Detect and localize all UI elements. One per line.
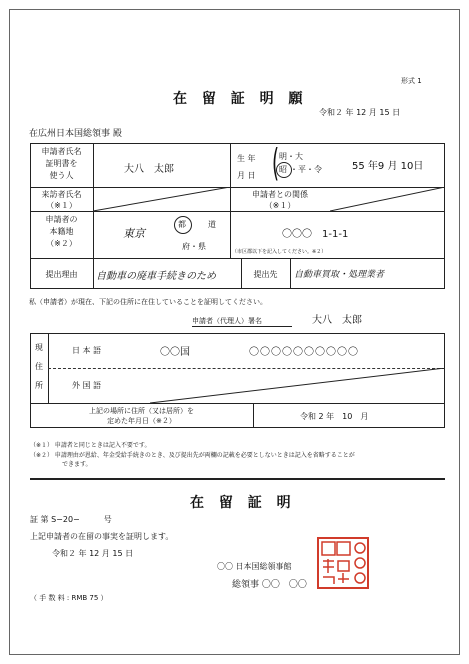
consulate-name: 〇〇 日本国総領事館	[217, 562, 292, 571]
to-label: 都	[178, 220, 186, 229]
japanese-address-detail[interactable]: 〇〇〇〇〇〇〇〇〇〇	[249, 347, 359, 358]
seal-pattern-icon	[319, 539, 367, 587]
certificate-title: 在 留 証 明	[190, 495, 296, 511]
section-divider	[30, 478, 445, 480]
request-date: 令和２ 年 12 月 15 日	[319, 108, 401, 117]
domicile-prefecture[interactable]: 東京	[123, 227, 145, 240]
address-side-label-3: 所	[35, 381, 43, 390]
signature-value[interactable]: 大八 太郎	[312, 315, 362, 326]
address-side-label-2: 住	[35, 362, 43, 371]
document-title: 在 留 証 明 願	[173, 91, 308, 107]
foreign-address-label: 外 国 語	[72, 381, 102, 390]
reason-value[interactable]: 自動車の廃車手続きのため	[96, 271, 216, 282]
certificate-number: 証 第 S−20− 号	[30, 515, 112, 524]
note-2: （※２） 申請理由が恩給、年金受給手続きのとき、及び提出先が両欄の記載を必要としないときは記入を省略することが	[30, 452, 355, 459]
domicile-note: （市区郡以下を記入してください。※２）	[232, 249, 327, 255]
reason-label: 提出理由	[45, 270, 78, 279]
certificate-date: 令和２ 年 12 月 15 日	[52, 549, 134, 558]
address-side-label-1: 現	[35, 343, 43, 352]
era-option-meiji-taisho: 明・大	[279, 152, 303, 161]
applicant-name-label: 申請者氏名 証明書を 使う人	[41, 147, 82, 180]
fee-text: （ 手 数 料 : RMB 75 ）	[30, 594, 108, 602]
era-option-heisei-reiwa: ・平・令	[290, 165, 322, 174]
fu-ken-label: 府・県	[182, 242, 206, 251]
blank-cell-slash	[93, 187, 230, 211]
destination-label: 提出先	[253, 270, 278, 279]
do-label: 道	[208, 220, 216, 229]
domicile-address[interactable]: 〇〇〇 1-1-1	[282, 229, 349, 240]
official-seal	[317, 537, 369, 589]
japanese-address-country[interactable]: 〇〇国	[160, 347, 190, 358]
era-option-showa[interactable]: 昭	[279, 165, 287, 174]
visitor-name-label: 来訪者氏名 （※１）	[41, 190, 82, 210]
note-1: （※１） 申請者と同じときは記入不要です。	[30, 442, 151, 449]
birth-date-label: 生 年 月 日	[237, 154, 256, 180]
residence-since-label: 上記の場所に住所（又は居所）を 定めた年月日（※２）	[89, 407, 194, 425]
foreign-address-slash	[150, 368, 445, 403]
relation-label: 申請者との関係 （※１）	[252, 190, 308, 210]
form-number: 形式 1	[401, 77, 422, 85]
signature-label: 申請者（代理人）署名	[192, 316, 292, 327]
residence-since-value[interactable]: 令和 2 年 10 月	[300, 412, 369, 421]
applicant-name[interactable]: 大八 太郎	[124, 164, 174, 175]
era-bracket-left: (	[272, 141, 280, 186]
japanese-address-label: 日 本 語	[72, 346, 102, 355]
addressee: 在広州日本国総領事 殿	[29, 129, 122, 139]
destination-value[interactable]: 自動車買取・処理業者	[294, 270, 385, 280]
blank-cell-slash	[330, 187, 445, 211]
declaration-text: 私（申請者）が現在、下記の住所に在住していることを証明してください。	[29, 298, 267, 306]
consul-general-name: 総領事 〇〇 〇〇	[232, 580, 307, 590]
domicile-label: 申請者の 本籍地 （※２）	[45, 215, 78, 248]
birth-date-value[interactable]: 55 年9 月 10日	[352, 161, 424, 172]
certificate-statement: 上記申請者の在留の事実を証明します。	[30, 532, 174, 541]
note-2-continued: できます。	[62, 461, 92, 468]
